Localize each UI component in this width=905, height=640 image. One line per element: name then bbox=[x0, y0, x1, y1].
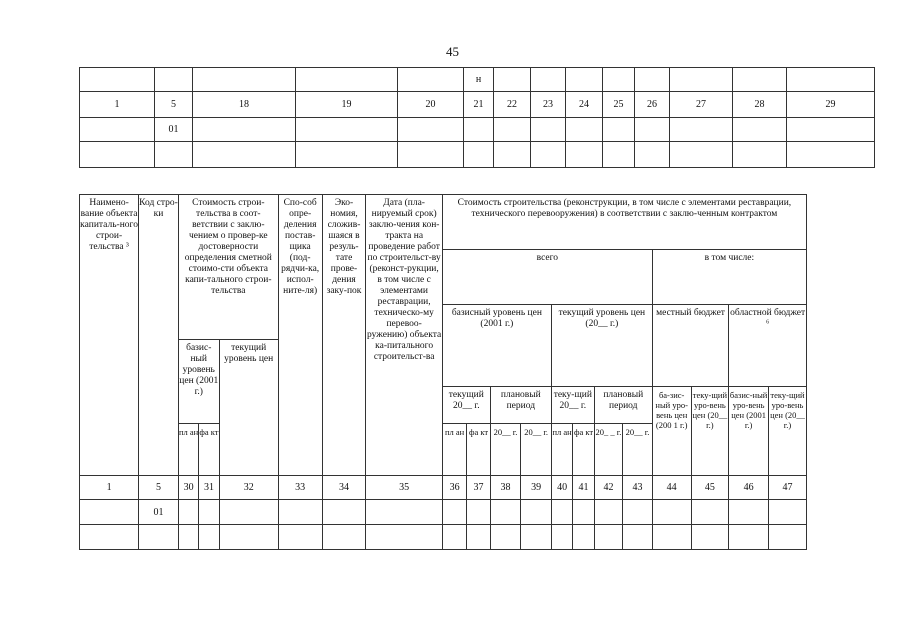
col-number: 1 bbox=[80, 92, 155, 118]
header-including: в том числе: bbox=[652, 250, 806, 305]
header-code: Код стро-ки bbox=[139, 195, 179, 476]
col-number: 32 bbox=[219, 476, 278, 500]
col-number: 1 bbox=[80, 476, 139, 500]
col-number: 27 bbox=[670, 92, 733, 118]
col-number: 46 bbox=[729, 476, 769, 500]
col-number: 25 bbox=[603, 92, 635, 118]
col-number: 30 bbox=[178, 476, 198, 500]
header-method: Спо-соб опре-деления постав-щика (под-рядчи-ка, испол-ните-ля) bbox=[278, 195, 322, 476]
header-planned-period: плановый период bbox=[490, 387, 551, 424]
header-local-budget: местный бюджет bbox=[652, 305, 728, 387]
header-contract-cost: Стоимость строительства (реконструкции, в том числе с элементами реставрации, технического перевооружения) в соответствии с заклю-ченным контрактом bbox=[442, 195, 806, 250]
header-plan: пл ан bbox=[178, 424, 198, 476]
main-table-number-row bbox=[80, 476, 807, 500]
header-economy: Эко-номия, сложив-шаяся в резуль-тате прове-дения заку-пок bbox=[322, 195, 366, 476]
col-number: 5 bbox=[139, 476, 179, 500]
header-current-price-local: теку-щий уро-вень цен (20__ г.) bbox=[691, 387, 729, 476]
header-plan-20: пл ан bbox=[551, 424, 572, 476]
row-code: 01 bbox=[155, 118, 193, 142]
header-base-level-2001: базисный уровень цен (2001 г.) bbox=[442, 305, 551, 387]
col-number: 23 bbox=[531, 92, 566, 118]
top-table-header-row bbox=[80, 68, 875, 92]
header-base-level: базис-ный уровень цен (2001 г.) bbox=[178, 340, 219, 424]
row-code: 01 bbox=[139, 500, 179, 525]
top-table-empty-row bbox=[80, 142, 875, 168]
main-table-empty-row bbox=[80, 525, 807, 550]
col-number: 44 bbox=[652, 476, 691, 500]
col-number: 39 bbox=[521, 476, 552, 500]
header-date: Дата (пла-нируемый срок) заклю-чения кон-тракта на проведение работ по строительст-ву (реконст-рукции, в том числе с элементами реставрации, техническо-му перевоо-ружению) объекта ка-питального строительст-ва bbox=[366, 195, 442, 476]
col-number: 34 bbox=[322, 476, 366, 500]
header-name: Наимено-вание объекта капиталь-ного строи-тельства ³ bbox=[80, 195, 139, 476]
header-year-20-b: 20__ г. bbox=[521, 424, 552, 476]
col-number: 21 bbox=[464, 92, 494, 118]
header-current-level-20: текущий уровень цен (20__ г.) bbox=[551, 305, 652, 387]
header-planned-period-2: плановый период bbox=[594, 387, 652, 424]
main-table-data-row bbox=[80, 500, 807, 525]
header-cost-conclusion: Стоимость строи-тельства в соот-ветствии с заклю-чением о провер-ке достоверности определения сметной стоимо-сти объекта капи-тального строи-тельства bbox=[178, 195, 278, 340]
page-number: 45 bbox=[446, 44, 459, 59]
col-number: 31 bbox=[199, 476, 219, 500]
col-number: 42 bbox=[594, 476, 623, 500]
col-number: 28 bbox=[733, 92, 787, 118]
col-number: 36 bbox=[442, 476, 466, 500]
col-number: 24 bbox=[566, 92, 603, 118]
col-number: 37 bbox=[467, 476, 490, 500]
header-base-price-regional: базис-ный уро-вень цен (2001 г.) bbox=[729, 387, 769, 476]
header-current-20: текущий 20__ г. bbox=[442, 387, 490, 424]
header-fact-20: фа кт bbox=[573, 424, 594, 476]
top-table-number-row bbox=[80, 92, 875, 118]
header-current-20-narrow: теку-щий 20__ г. bbox=[551, 387, 594, 424]
header-base-price-local: ба-зис-ный уро-вень цен (200 1 г.) bbox=[652, 387, 691, 476]
header-plan-2001: пл ан bbox=[442, 424, 466, 476]
main-table bbox=[79, 194, 807, 550]
header-fact-2001: фа кт bbox=[467, 424, 490, 476]
header-year-20-d: 20__ г. bbox=[623, 424, 653, 476]
header-current-price-regional: теку-щий уро-вень цен (20__ г.) bbox=[769, 387, 807, 476]
col-number: 19 bbox=[296, 92, 398, 118]
col-number: 45 bbox=[691, 476, 729, 500]
col-number: 38 bbox=[490, 476, 521, 500]
col-number: 33 bbox=[278, 476, 322, 500]
col-number: 29 bbox=[787, 92, 875, 118]
header-total: всего bbox=[442, 250, 652, 305]
top-table-marker: н bbox=[464, 68, 494, 92]
col-number: 41 bbox=[573, 476, 594, 500]
col-number: 22 bbox=[494, 92, 531, 118]
top-table bbox=[79, 67, 875, 168]
col-number: 20 bbox=[398, 92, 464, 118]
top-table-data-row bbox=[80, 118, 875, 142]
col-number: 47 bbox=[769, 476, 807, 500]
header-fact: фа кт bbox=[199, 424, 219, 476]
col-number: 26 bbox=[635, 92, 670, 118]
header-current-level: текущий уровень цен bbox=[219, 340, 278, 476]
header-year-20-c: 20_ _ г. bbox=[594, 424, 623, 476]
col-number: 18 bbox=[193, 92, 296, 118]
col-number: 40 bbox=[551, 476, 572, 500]
col-number: 35 bbox=[366, 476, 442, 500]
col-number: 5 bbox=[155, 92, 193, 118]
col-number: 43 bbox=[623, 476, 653, 500]
header-year-20-a: 20__ г. bbox=[490, 424, 521, 476]
header-regional-budget: областной бюджет ⁶ bbox=[729, 305, 807, 387]
